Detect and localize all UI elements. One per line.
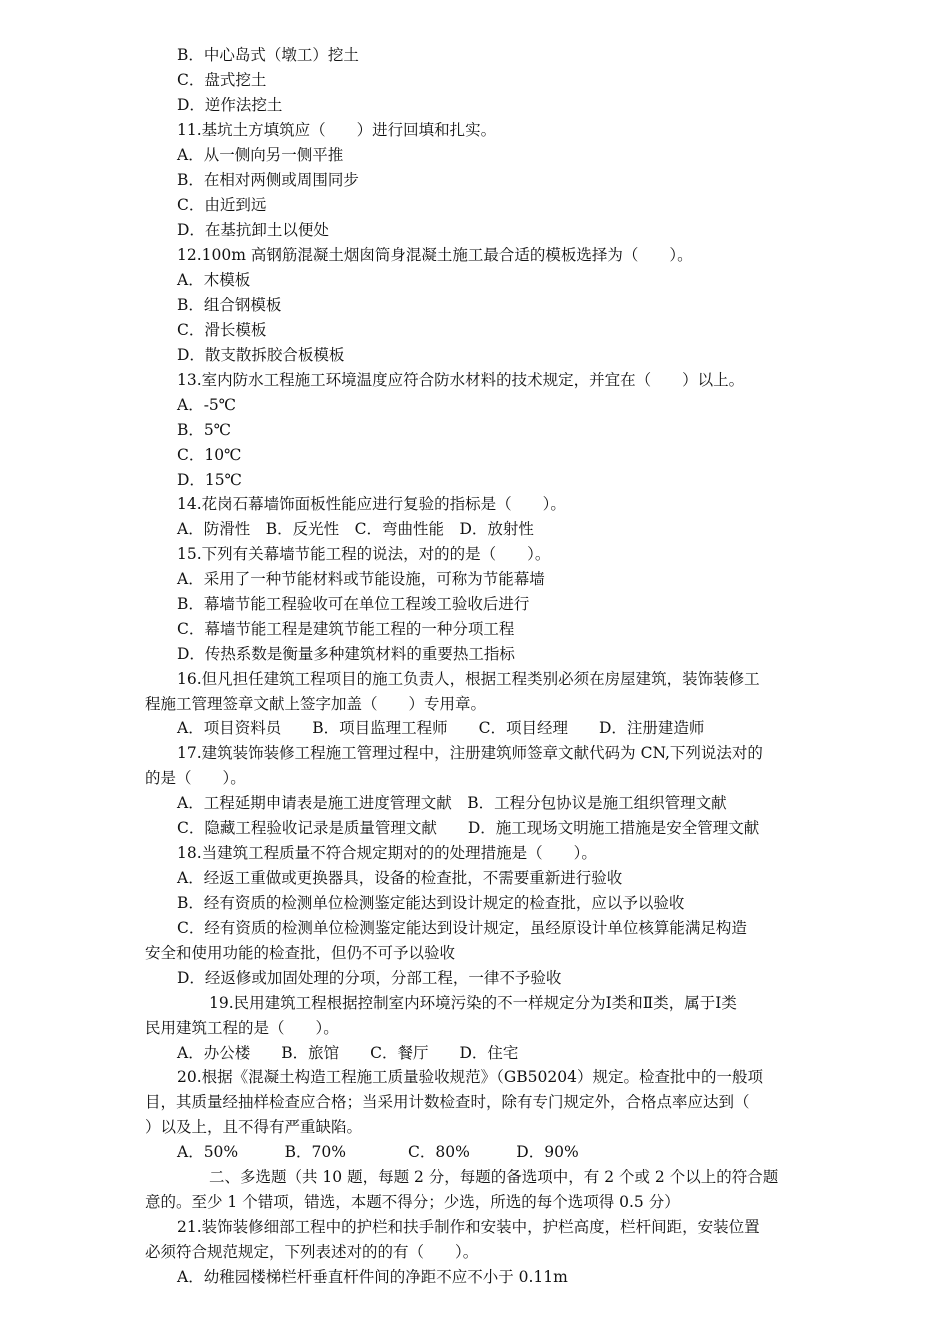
question-21: 21.装饰装修细部工程中的护栏和扶手制作和安装中，护栏高度，栏杆间距，安装位置 — [177, 1218, 760, 1236]
option-a-line: A．经返工重做或更换器具，设备的检查批，不需要重新进行验收 — [177, 869, 623, 887]
option-c-line: C．盘式挖土 — [177, 71, 267, 89]
options-inline: A．50% B．70% C．80% D．90% — [177, 1143, 579, 1161]
option-a-line: A．从一侧向另一侧平推 — [177, 146, 344, 164]
question-19: 19.民用建筑工程根据控制室内环境污染的不一样规定分为Ⅰ类和Ⅱ类，属于Ⅰ类 — [209, 994, 737, 1012]
option-c-line: C．经有资质的检测单位检测鉴定能达到设计规定，虽经原设计单位核算能满足构造 — [177, 919, 747, 937]
option-c-cont: 安全和使用功能的检查批，但仍不可予以验收 — [145, 944, 456, 962]
option-a-line: A．木模板 — [177, 271, 251, 289]
question-14: 14.花岗石幕墙饰面板性能应进行复验的指标是（ ）。 — [177, 495, 566, 513]
option-d-line: D．15℃ — [177, 471, 242, 489]
question-16: 16.但凡担任建筑工程项目的施工负责人，根据工程类别必须在房屋建筑，装饰装修工 — [177, 670, 760, 688]
option-a-line: A．-5℃ — [177, 396, 237, 414]
options-inline: C．隐藏工程验收记录是质量管理文献 D．施工现场文明施工措施是安全管理文献 — [177, 819, 760, 837]
option-d-line: D．散支散拆胶合板模板 — [177, 346, 345, 364]
option-a-line: A．幼稚园楼梯栏杆垂直杆件间的净距不应不小于 0.11m — [177, 1268, 568, 1286]
option-b-line: B．5℃ — [177, 421, 232, 439]
option-b-line: B．幕墙节能工程验收可在单位工程竣工验收后进行 — [177, 595, 530, 613]
option-b-line: B．经有资质的检测单位检测鉴定能达到设计规定的检查批，应以予以验收 — [177, 894, 685, 912]
question-18: 18.当建筑工程质量不符合规定期对的的处理措施是（ ）。 — [177, 844, 597, 862]
options-inline: A．防滑性 B．反光性 C．弯曲性能 D．放射性 — [177, 520, 534, 538]
options-inline: A．办公楼 B．旅馆 C．餐厅 D．住宅 — [177, 1044, 519, 1062]
question-17-cont: 的是（ ）。 — [145, 769, 246, 787]
options-inline: A．项目资料员 B．项目监理工程师 C．项目经理 D．注册建造师 — [177, 719, 705, 737]
question-20-cont: 目，其质量经抽样检查应合格；当采用计数检查时，除有专门规定外，合格点率应达到（ — [145, 1093, 750, 1111]
option-d-line: D．逆作法挖土 — [177, 96, 283, 114]
options-inline: A．工程延期申请表是施工进度管理文献 B．工程分包协议是施工组织管理文献 — [177, 794, 727, 812]
question-20-cont: ）以及上，且不得有严重缺陷。 — [145, 1118, 363, 1136]
question-21-cont: 必须符合规范规定，下列表述对的的有（ ）。 — [145, 1243, 479, 1261]
option-b-line: B．在相对两侧或周围同步 — [177, 171, 359, 189]
question-12: 12.100m 高钢筋混凝土烟囱筒身混凝土施工最合适的模板选择为（ ）。 — [177, 246, 693, 264]
question-20: 20.根据《混凝土构造工程施工质量验收规范》（GB50204）规定。检查批中的一般项 — [177, 1068, 763, 1086]
option-c-line: C．幕墙节能工程是建筑节能工程的一种分项工程 — [177, 620, 515, 638]
option-d-line: D．经返修或加固处理的分项，分部工程，一律不予验收 — [177, 969, 562, 987]
section-heading: 二、多选题（共 10 题，每题 2 分，每题的备选项中，有 2 个或 2 个以上的符合题 — [209, 1168, 779, 1186]
question-19-cont: 民用建筑工程的是（ ）。 — [145, 1019, 339, 1037]
question-17: 17.建筑装饰装修工程施工管理过程中，注册建筑师签章文献代码为 CN,下列说法对的 — [177, 744, 763, 762]
option-c-line: C．10℃ — [177, 446, 242, 464]
question-11: 11.基坑土方填筑应（ ）进行回填和扎实。 — [177, 121, 497, 139]
section-heading-cont: 意的。至少 1 个错项，错选，本题不得分；少选，所选的每个选项得 0.5 分） — [145, 1193, 680, 1211]
option-d-line: D．传热系数是衡量多种建筑材料的重要热工指标 — [177, 645, 515, 663]
option-c-line: C．由近到远 — [177, 196, 267, 214]
option-b-line: B．中心岛式（墩工）挖土 — [177, 46, 359, 64]
question-15: 15.下列有关幕墙节能工程的说法，对的的是（ ）。 — [177, 545, 551, 563]
option-b-line: B．组合钢模板 — [177, 296, 282, 314]
question-16-cont: 程施工管理签章文献上签字加盖（ ）专用章。 — [145, 695, 487, 713]
question-13: 13.室内防水工程施工环境温度应符合防水材料的技术规定，并宜在（ ）以上。 — [177, 371, 745, 389]
option-a-line: A．采用了一种节能材料或节能设施，可称为节能幕墙 — [177, 570, 545, 588]
option-c-line: C．滑长模板 — [177, 321, 267, 339]
option-d-line: D．在基抗卸土以便处 — [177, 221, 329, 239]
